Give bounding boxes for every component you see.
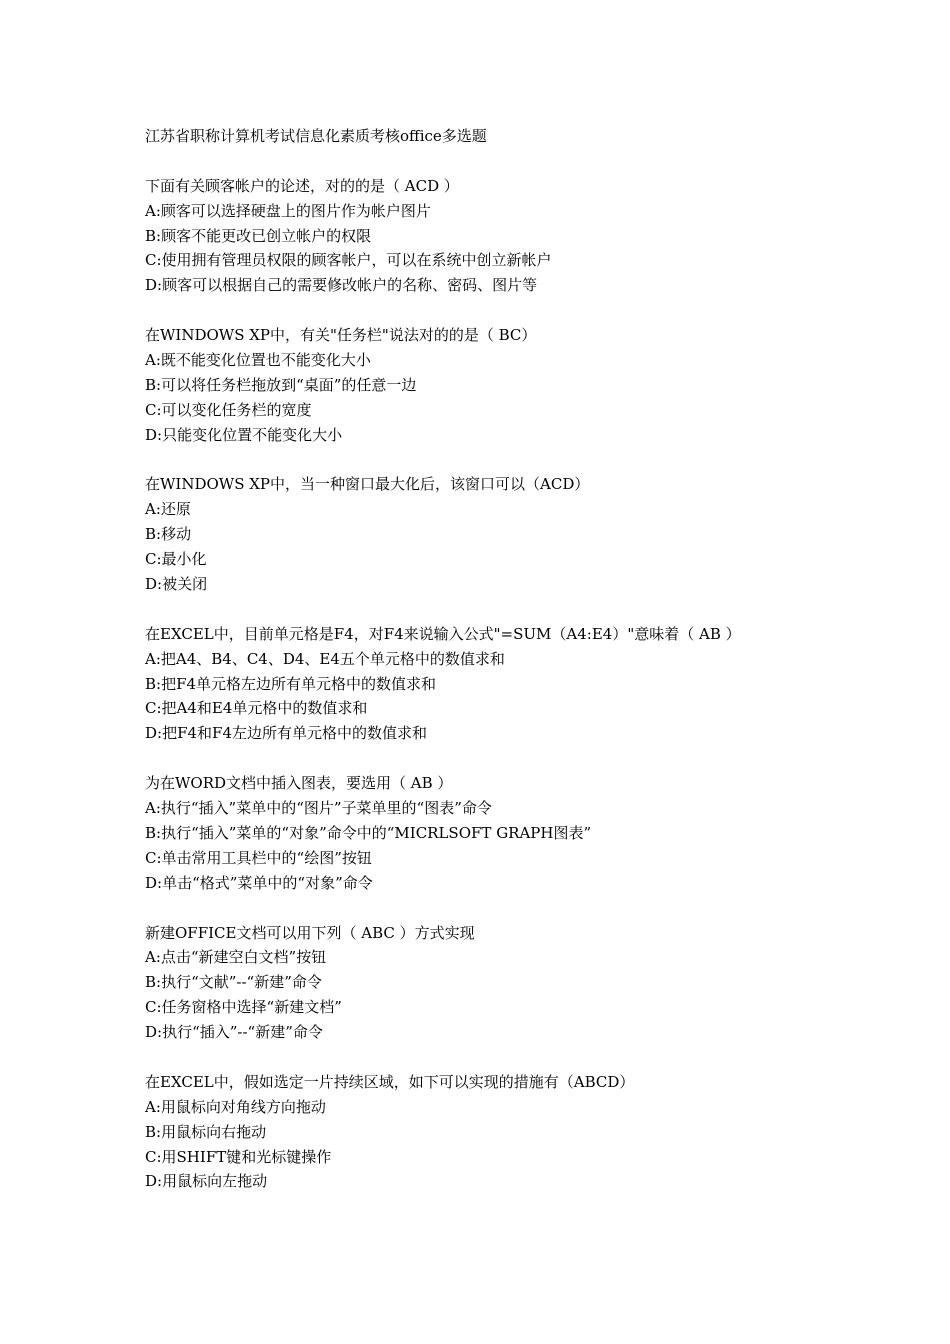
question-option-c: C:最小化 bbox=[145, 550, 207, 569]
question-option-d: D:用鼠标向左拖动 bbox=[145, 1172, 268, 1191]
question-option-c: C:把A4和E4单元格中的数值求和 bbox=[145, 699, 368, 718]
question-option-d: D:执行“插入”--“新建”命令 bbox=[145, 1023, 323, 1042]
question-option-b: B:可以将任务栏拖放到“桌面”的任意一边 bbox=[145, 375, 417, 394]
question-option-b: B:执行“文献”--“新建”命令 bbox=[145, 973, 322, 992]
question-option-b: B:移动 bbox=[145, 525, 192, 544]
question-stem: 下面有关顾客帐户的论述，对的的是（ ACD ） bbox=[145, 176, 459, 195]
question-option-d: D:把F4和F4左边所有单元格中的数值求和 bbox=[145, 724, 427, 743]
question-stem: 新建OFFICE文档可以用下列（ ABC ）方式实现 bbox=[145, 923, 475, 942]
document-title: 江苏省职称计算机考试信息化素质考核office多选题 bbox=[145, 127, 487, 145]
question-stem: 在WINDOWS XP中，有关"任务栏"说法对的的是（ BC） bbox=[145, 326, 537, 345]
question-7 bbox=[145, 1070, 845, 1194]
question-option-a: A:把A4、B4、C4、D4、E4五个单元格中的数值求和 bbox=[145, 649, 505, 668]
question-stem: 在EXCEL中，目前单元格是F4，对F4来说输入公式"=SUM（A4:E4）"意味着（ AB ） bbox=[145, 624, 741, 643]
question-4 bbox=[145, 622, 845, 746]
question-option-d: D:单击“格式”菜单中的“对象”命令 bbox=[145, 873, 373, 892]
question-option-d: D:顾客可以根据自己的需要修改帐户的名称、密码、图片等 bbox=[145, 276, 538, 295]
question-option-b: B:执行“插入”菜单的“对象”命令中的“MICRLSOFT GRAPH图表” bbox=[145, 823, 592, 842]
question-option-a: A:既不能变化位置也不能变化大小 bbox=[145, 351, 371, 370]
question-option-b: B:顾客不能更改已创立帐户的权限 bbox=[145, 226, 372, 245]
question-option-c: C:用SHIFT键和光标键操作 bbox=[145, 1147, 332, 1166]
question-option-a: A:执行“插入”菜单中的“图片”子菜单里的“图表”命令 bbox=[145, 799, 492, 818]
question-option-b: B:把F4单元格左边所有单元格中的数值求和 bbox=[145, 674, 437, 693]
question-stem: 为在WORD文档中插入图表，要选用（ AB ） bbox=[145, 774, 453, 793]
question-option-c: C:使用拥有管理员权限的顾客帐户，可以在系统中创立新帐户 bbox=[145, 251, 552, 270]
question-option-a: A:点击“新建空白文档”按钮 bbox=[145, 948, 327, 967]
question-option-a: A:用鼠标向对角线方向拖动 bbox=[145, 1097, 326, 1116]
question-option-d: D:被关闭 bbox=[145, 575, 208, 594]
question-option-b: B:用鼠标向右拖动 bbox=[145, 1122, 267, 1141]
document-content bbox=[145, 124, 845, 1219]
question-2 bbox=[145, 323, 845, 447]
question-option-a: A:顾客可以选择硬盘上的图片作为帐户图片 bbox=[145, 201, 431, 220]
question-6 bbox=[145, 921, 845, 1045]
question-stem: 在WINDOWS XP中，当一种窗口最大化后，该窗口可以（ACD） bbox=[145, 475, 590, 494]
question-option-c: C:可以变化任务栏的宽度 bbox=[145, 400, 312, 419]
question-option-a: A:还原 bbox=[145, 500, 191, 519]
question-option-d: D:只能变化位置不能变化大小 bbox=[145, 425, 343, 444]
question-stem: 在EXCEL中，假如选定一片持续区域，如下可以实现的措施有（ABCD） bbox=[145, 1072, 635, 1091]
question-option-c: C:任务窗格中选择“新建文档” bbox=[145, 998, 342, 1017]
question-5 bbox=[145, 771, 845, 895]
question-option-c: C:单击常用工具栏中的“绘图”按钮 bbox=[145, 848, 372, 867]
question-3 bbox=[145, 472, 845, 596]
question-1 bbox=[145, 174, 845, 298]
